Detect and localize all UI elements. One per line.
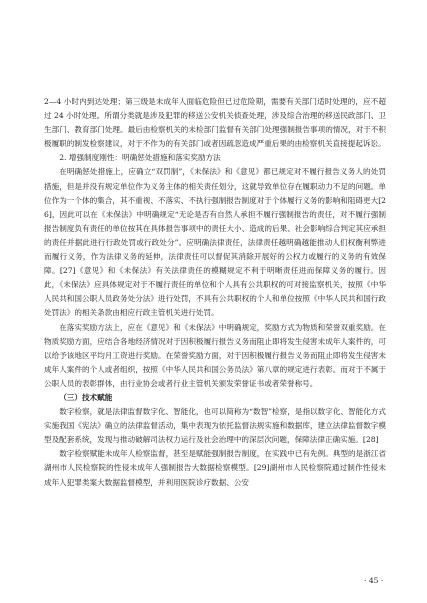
- page-number: · 45 ·: [364, 576, 384, 585]
- section-heading-tech-empowerment: （三）技术赋能: [59, 392, 113, 402]
- paragraph-penalty-measures: 在明确惩处措施上，应确立“双罚制”，《未保法》和《意见》都已规定对不履行报告义务人的处罚措施，但是并没有规定单位作为义务主体的相关责任划分，这就导致单位存在履职动力不足的问题。单位作为一个体的集合，其不重视、不落实、不执行强制报告制度对于个体履行义务的影响和阻碍更大[26]，因此可以在《未保法》中明确规定“无论是否有自然人承担不履行强制报告的责任，对不履行强制报告制度负有责任的单位按其在具体报告事项中的责任大小、造成的后果、社会影响综合判定其应承担的责任并据此进行行政处罚或行政处分”。应明确法律责任，法律责任越明确越能推动人们权衡利弊进而履行义务，作为法律义务的延伸，法律责任可以督促其消除开展好的公权力或履行的义务的有效保障。[27]《意见》和《未保法》有关法律责任的模糊规定不利于明晰责任进而保障义务的履行。因此，《未保法》应具体规定对于不履行责任的单位和个人具有公共职权的可对接监察机关，按照《中华人民共和国公职人员政务处分法》进行处罚，不具有公共职权的个人和单位按照《中华人民共和国行政处罚法》的相关条款由相应行政主管机关进行处罚。: [44, 167, 386, 318]
- page-body: [44, 95, 386, 490]
- paragraph-continuation: 2—4 小时内到达处理；第三级是未成年人面临危险但已过危险期，需要有关部门适时处理的，应不超过 24 小时处理。所谓分类就是涉及犯罪的移送公安机关侦查处理，涉及综合治理的移送民政部门、卫生部门、教育部门处理。最后由检察机关的未检部门监督有关部门处理强制报告事项的情况，对于不积极履职的制发检察建议，对于不作为的有关部门或者因疏忽造成严重后果的由检察机关直接提起诉讼。: [44, 97, 386, 149]
- subsection-heading-2: 2. 增强制度刚性：明确惩处措施和落实奖励方法: [59, 153, 221, 163]
- paragraph-reward-methods: 在落实奖励方法上，应在《意见》和《未保法》中明确规定，奖励方式为物质和荣誉双重奖励。在物质奖励方面，应结合各地经济情况对于因积极履行报告义务而阻止即将发生侵害未成年人案件的，可以给予该地区平均月工资进行奖励。在荣誉奖励方面，对于因积极履行报告义务而阻止即将发生侵害未成年人案件的个人或者组织，按照《中华人民共和国公务员法》第八章的规定进行表彰。而对于不属于公职人员的表彰群体，由行业协会或者行业主管机关颁发荣誉证书或者荣誉称号。: [44, 322, 386, 388]
- paragraph-digital-procuratorate: 数字检察，就是法律监督数字化、智能化，也可以简称为“数智”检察，是指以数字化、智能化方式实施我国《宪法》确立的法律监督活动，集中表现为依托监督法规实施和数据库，建立法律监督数字模型及配套系统，发现与推动破解司法权力运行及社会治理中的深层次问题，保障法律正确实施。[28]: [44, 407, 386, 445]
- paragraph-huzhou-case: 数字检察赋能未成年人检察监督，甚至是赋能强制报告制度，在实践中已有先例。典型的是浙江省湖州市人民检察院的性侵未成年人强制报告大数据检察模型。[29]湖州市人民检察院通过制作性侵未成年人犯罪类案大数据监督模型，并利用医院诊疗数据、公安: [44, 449, 386, 487]
